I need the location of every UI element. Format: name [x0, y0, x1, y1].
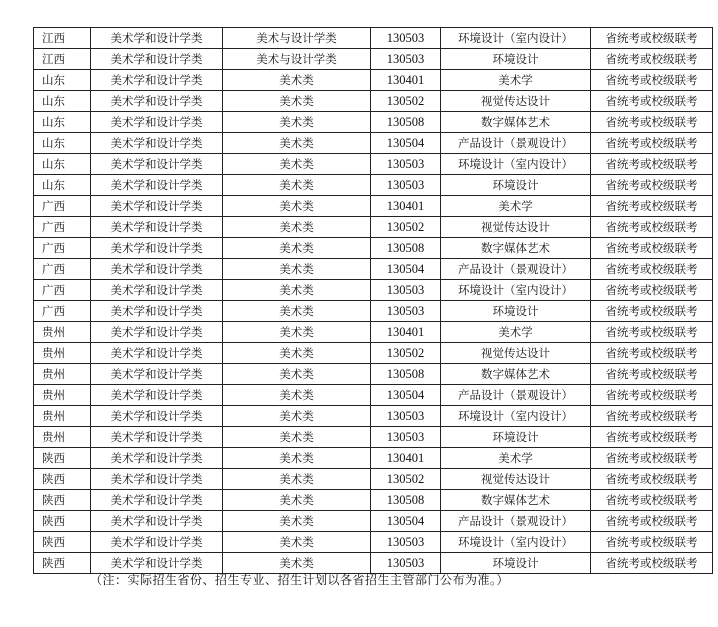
table-row [34, 511, 713, 532]
category-cell: 美术学和设计学类 [91, 112, 223, 133]
province-cell: 贵州 [34, 322, 91, 343]
province-cell: 贵州 [34, 364, 91, 385]
admissions-table-grid [33, 27, 713, 574]
category-cell: 美术学和设计学类 [91, 448, 223, 469]
table-row [34, 469, 713, 490]
table-row [34, 301, 713, 322]
major-name-cell: 产品设计（景观设计） [441, 511, 591, 532]
category-cell: 美术学和设计学类 [91, 49, 223, 70]
major-code-cell: 130504 [371, 259, 441, 280]
table-row [34, 448, 713, 469]
exam-type-cell: 美术类 [223, 448, 371, 469]
major-code-cell: 130508 [371, 364, 441, 385]
major-name-cell: 环境设计 [441, 301, 591, 322]
province-cell: 广西 [34, 259, 91, 280]
major-code-cell: 130503 [371, 154, 441, 175]
category-cell: 美术学和设计学类 [91, 343, 223, 364]
major-code-cell: 130502 [371, 469, 441, 490]
exam-method-cell: 省统考或校级联考 [591, 259, 713, 280]
table-row [34, 385, 713, 406]
category-cell: 美术学和设计学类 [91, 511, 223, 532]
province-cell: 广西 [34, 238, 91, 259]
exam-type-cell: 美术类 [223, 70, 371, 91]
province-cell: 贵州 [34, 343, 91, 364]
major-code-cell: 130503 [371, 28, 441, 49]
major-code-cell: 130401 [371, 70, 441, 91]
category-cell: 美术学和设计学类 [91, 385, 223, 406]
category-cell: 美术学和设计学类 [91, 154, 223, 175]
province-cell: 陕西 [34, 532, 91, 553]
exam-type-cell: 美术类 [223, 385, 371, 406]
major-name-cell: 环境设计（室内设计） [441, 280, 591, 301]
exam-type-cell: 美术类 [223, 511, 371, 532]
exam-method-cell: 省统考或校级联考 [591, 532, 713, 553]
table-row [34, 322, 713, 343]
category-cell: 美术学和设计学类 [91, 469, 223, 490]
major-name-cell: 美术学 [441, 448, 591, 469]
exam-method-cell: 省统考或校级联考 [591, 553, 713, 574]
major-code-cell: 130504 [371, 511, 441, 532]
exam-type-cell: 美术类 [223, 301, 371, 322]
table-row [34, 280, 713, 301]
exam-method-cell: 省统考或校级联考 [591, 322, 713, 343]
major-code-cell: 130503 [371, 553, 441, 574]
table-row [34, 175, 713, 196]
category-cell: 美术学和设计学类 [91, 238, 223, 259]
exam-method-cell: 省统考或校级联考 [591, 196, 713, 217]
exam-method-cell: 省统考或校级联考 [591, 133, 713, 154]
exam-type-cell: 美术类 [223, 490, 371, 511]
exam-type-cell: 美术类 [223, 259, 371, 280]
table-row [34, 91, 713, 112]
exam-type-cell: 美术类 [223, 364, 371, 385]
major-name-cell: 视觉传达设计 [441, 469, 591, 490]
table-row [34, 112, 713, 133]
province-cell: 广西 [34, 217, 91, 238]
exam-method-cell: 省统考或校级联考 [591, 448, 713, 469]
category-cell: 美术学和设计学类 [91, 217, 223, 238]
footnote: （注：实际招生省份、招生专业、招生计划以各省招生主管部门公布为准。） [90, 573, 510, 587]
province-cell: 贵州 [34, 406, 91, 427]
major-name-cell: 美术学 [441, 70, 591, 91]
exam-method-cell: 省统考或校级联考 [591, 217, 713, 238]
province-cell: 江西 [34, 49, 91, 70]
category-cell: 美术学和设计学类 [91, 406, 223, 427]
province-cell: 陕西 [34, 553, 91, 574]
major-name-cell: 环境设计（室内设计） [441, 406, 591, 427]
category-cell: 美术学和设计学类 [91, 196, 223, 217]
exam-method-cell: 省统考或校级联考 [591, 343, 713, 364]
exam-type-cell: 美术与设计学类 [223, 28, 371, 49]
exam-method-cell: 省统考或校级联考 [591, 301, 713, 322]
province-cell: 陕西 [34, 511, 91, 532]
category-cell: 美术学和设计学类 [91, 91, 223, 112]
category-cell: 美术学和设计学类 [91, 490, 223, 511]
table-row [34, 343, 713, 364]
exam-type-cell: 美术类 [223, 112, 371, 133]
major-code-cell: 130503 [371, 175, 441, 196]
admissions-table [33, 27, 713, 574]
major-name-cell: 环境设计 [441, 49, 591, 70]
table-row [34, 196, 713, 217]
major-code-cell: 130503 [371, 532, 441, 553]
major-code-cell: 130502 [371, 343, 441, 364]
major-code-cell: 130401 [371, 196, 441, 217]
exam-type-cell: 美术类 [223, 175, 371, 196]
table-row [34, 70, 713, 91]
table-row [34, 238, 713, 259]
province-cell: 贵州 [34, 427, 91, 448]
category-cell: 美术学和设计学类 [91, 322, 223, 343]
table-body [34, 28, 713, 574]
exam-type-cell: 美术类 [223, 196, 371, 217]
exam-method-cell: 省统考或校级联考 [591, 427, 713, 448]
exam-method-cell: 省统考或校级联考 [591, 385, 713, 406]
category-cell: 美术学和设计学类 [91, 553, 223, 574]
province-cell: 陕西 [34, 469, 91, 490]
major-code-cell: 130401 [371, 448, 441, 469]
major-code-cell: 130503 [371, 406, 441, 427]
major-code-cell: 130508 [371, 490, 441, 511]
province-cell: 山东 [34, 91, 91, 112]
exam-method-cell: 省统考或校级联考 [591, 28, 713, 49]
exam-type-cell: 美术与设计学类 [223, 49, 371, 70]
exam-type-cell: 美术类 [223, 133, 371, 154]
major-code-cell: 130503 [371, 301, 441, 322]
major-code-cell: 130503 [371, 427, 441, 448]
table-row [34, 217, 713, 238]
exam-type-cell: 美术类 [223, 280, 371, 301]
table-row [34, 532, 713, 553]
category-cell: 美术学和设计学类 [91, 28, 223, 49]
table-row [34, 133, 713, 154]
exam-method-cell: 省统考或校级联考 [591, 91, 713, 112]
table-row [34, 28, 713, 49]
exam-method-cell: 省统考或校级联考 [591, 511, 713, 532]
exam-type-cell: 美术类 [223, 154, 371, 175]
exam-method-cell: 省统考或校级联考 [591, 469, 713, 490]
province-cell: 广西 [34, 301, 91, 322]
major-name-cell: 视觉传达设计 [441, 343, 591, 364]
major-name-cell: 环境设计（室内设计） [441, 532, 591, 553]
table-row [34, 154, 713, 175]
category-cell: 美术学和设计学类 [91, 427, 223, 448]
exam-method-cell: 省统考或校级联考 [591, 280, 713, 301]
exam-type-cell: 美术类 [223, 553, 371, 574]
major-name-cell: 数字媒体艺术 [441, 112, 591, 133]
exam-type-cell: 美术类 [223, 469, 371, 490]
major-name-cell: 产品设计（景观设计） [441, 259, 591, 280]
exam-type-cell: 美术类 [223, 322, 371, 343]
major-code-cell: 130504 [371, 133, 441, 154]
exam-method-cell: 省统考或校级联考 [591, 49, 713, 70]
exam-type-cell: 美术类 [223, 532, 371, 553]
category-cell: 美术学和设计学类 [91, 280, 223, 301]
major-code-cell: 130504 [371, 385, 441, 406]
major-code-cell: 130503 [371, 280, 441, 301]
major-name-cell: 视觉传达设计 [441, 91, 591, 112]
category-cell: 美术学和设计学类 [91, 70, 223, 91]
province-cell: 山东 [34, 70, 91, 91]
province-cell: 江西 [34, 28, 91, 49]
major-code-cell: 130503 [371, 49, 441, 70]
exam-type-cell: 美术类 [223, 91, 371, 112]
major-code-cell: 130502 [371, 217, 441, 238]
category-cell: 美术学和设计学类 [91, 175, 223, 196]
exam-method-cell: 省统考或校级联考 [591, 238, 713, 259]
exam-type-cell: 美术类 [223, 406, 371, 427]
major-name-cell: 环境设计 [441, 175, 591, 196]
exam-method-cell: 省统考或校级联考 [591, 364, 713, 385]
major-name-cell: 美术学 [441, 322, 591, 343]
exam-method-cell: 省统考或校级联考 [591, 490, 713, 511]
category-cell: 美术学和设计学类 [91, 364, 223, 385]
province-cell: 山东 [34, 133, 91, 154]
major-code-cell: 130508 [371, 112, 441, 133]
exam-method-cell: 省统考或校级联考 [591, 70, 713, 91]
major-name-cell: 美术学 [441, 196, 591, 217]
province-cell: 贵州 [34, 385, 91, 406]
exam-type-cell: 美术类 [223, 238, 371, 259]
table-row [34, 49, 713, 70]
table-row [34, 427, 713, 448]
table-row [34, 406, 713, 427]
exam-type-cell: 美术类 [223, 217, 371, 238]
major-name-cell: 环境设计 [441, 553, 591, 574]
major-name-cell: 产品设计（景观设计） [441, 385, 591, 406]
category-cell: 美术学和设计学类 [91, 532, 223, 553]
category-cell: 美术学和设计学类 [91, 133, 223, 154]
exam-method-cell: 省统考或校级联考 [591, 406, 713, 427]
major-name-cell: 视觉传达设计 [441, 217, 591, 238]
province-cell: 山东 [34, 154, 91, 175]
exam-method-cell: 省统考或校级联考 [591, 112, 713, 133]
major-name-cell: 数字媒体艺术 [441, 490, 591, 511]
major-name-cell: 环境设计（室内设计） [441, 28, 591, 49]
table-row [34, 259, 713, 280]
exam-method-cell: 省统考或校级联考 [591, 154, 713, 175]
province-cell: 山东 [34, 175, 91, 196]
major-code-cell: 130508 [371, 238, 441, 259]
exam-type-cell: 美术类 [223, 427, 371, 448]
province-cell: 广西 [34, 196, 91, 217]
major-code-cell: 130502 [371, 91, 441, 112]
category-cell: 美术学和设计学类 [91, 301, 223, 322]
table-row [34, 490, 713, 511]
exam-type-cell: 美术类 [223, 343, 371, 364]
exam-method-cell: 省统考或校级联考 [591, 175, 713, 196]
major-name-cell: 数字媒体艺术 [441, 238, 591, 259]
province-cell: 山东 [34, 112, 91, 133]
major-code-cell: 130401 [371, 322, 441, 343]
table-row [34, 364, 713, 385]
major-name-cell: 环境设计（室内设计） [441, 154, 591, 175]
province-cell: 广西 [34, 280, 91, 301]
province-cell: 陕西 [34, 448, 91, 469]
major-name-cell: 产品设计（景观设计） [441, 133, 591, 154]
province-cell: 陕西 [34, 490, 91, 511]
category-cell: 美术学和设计学类 [91, 259, 223, 280]
major-name-cell: 环境设计 [441, 427, 591, 448]
major-name-cell: 数字媒体艺术 [441, 364, 591, 385]
